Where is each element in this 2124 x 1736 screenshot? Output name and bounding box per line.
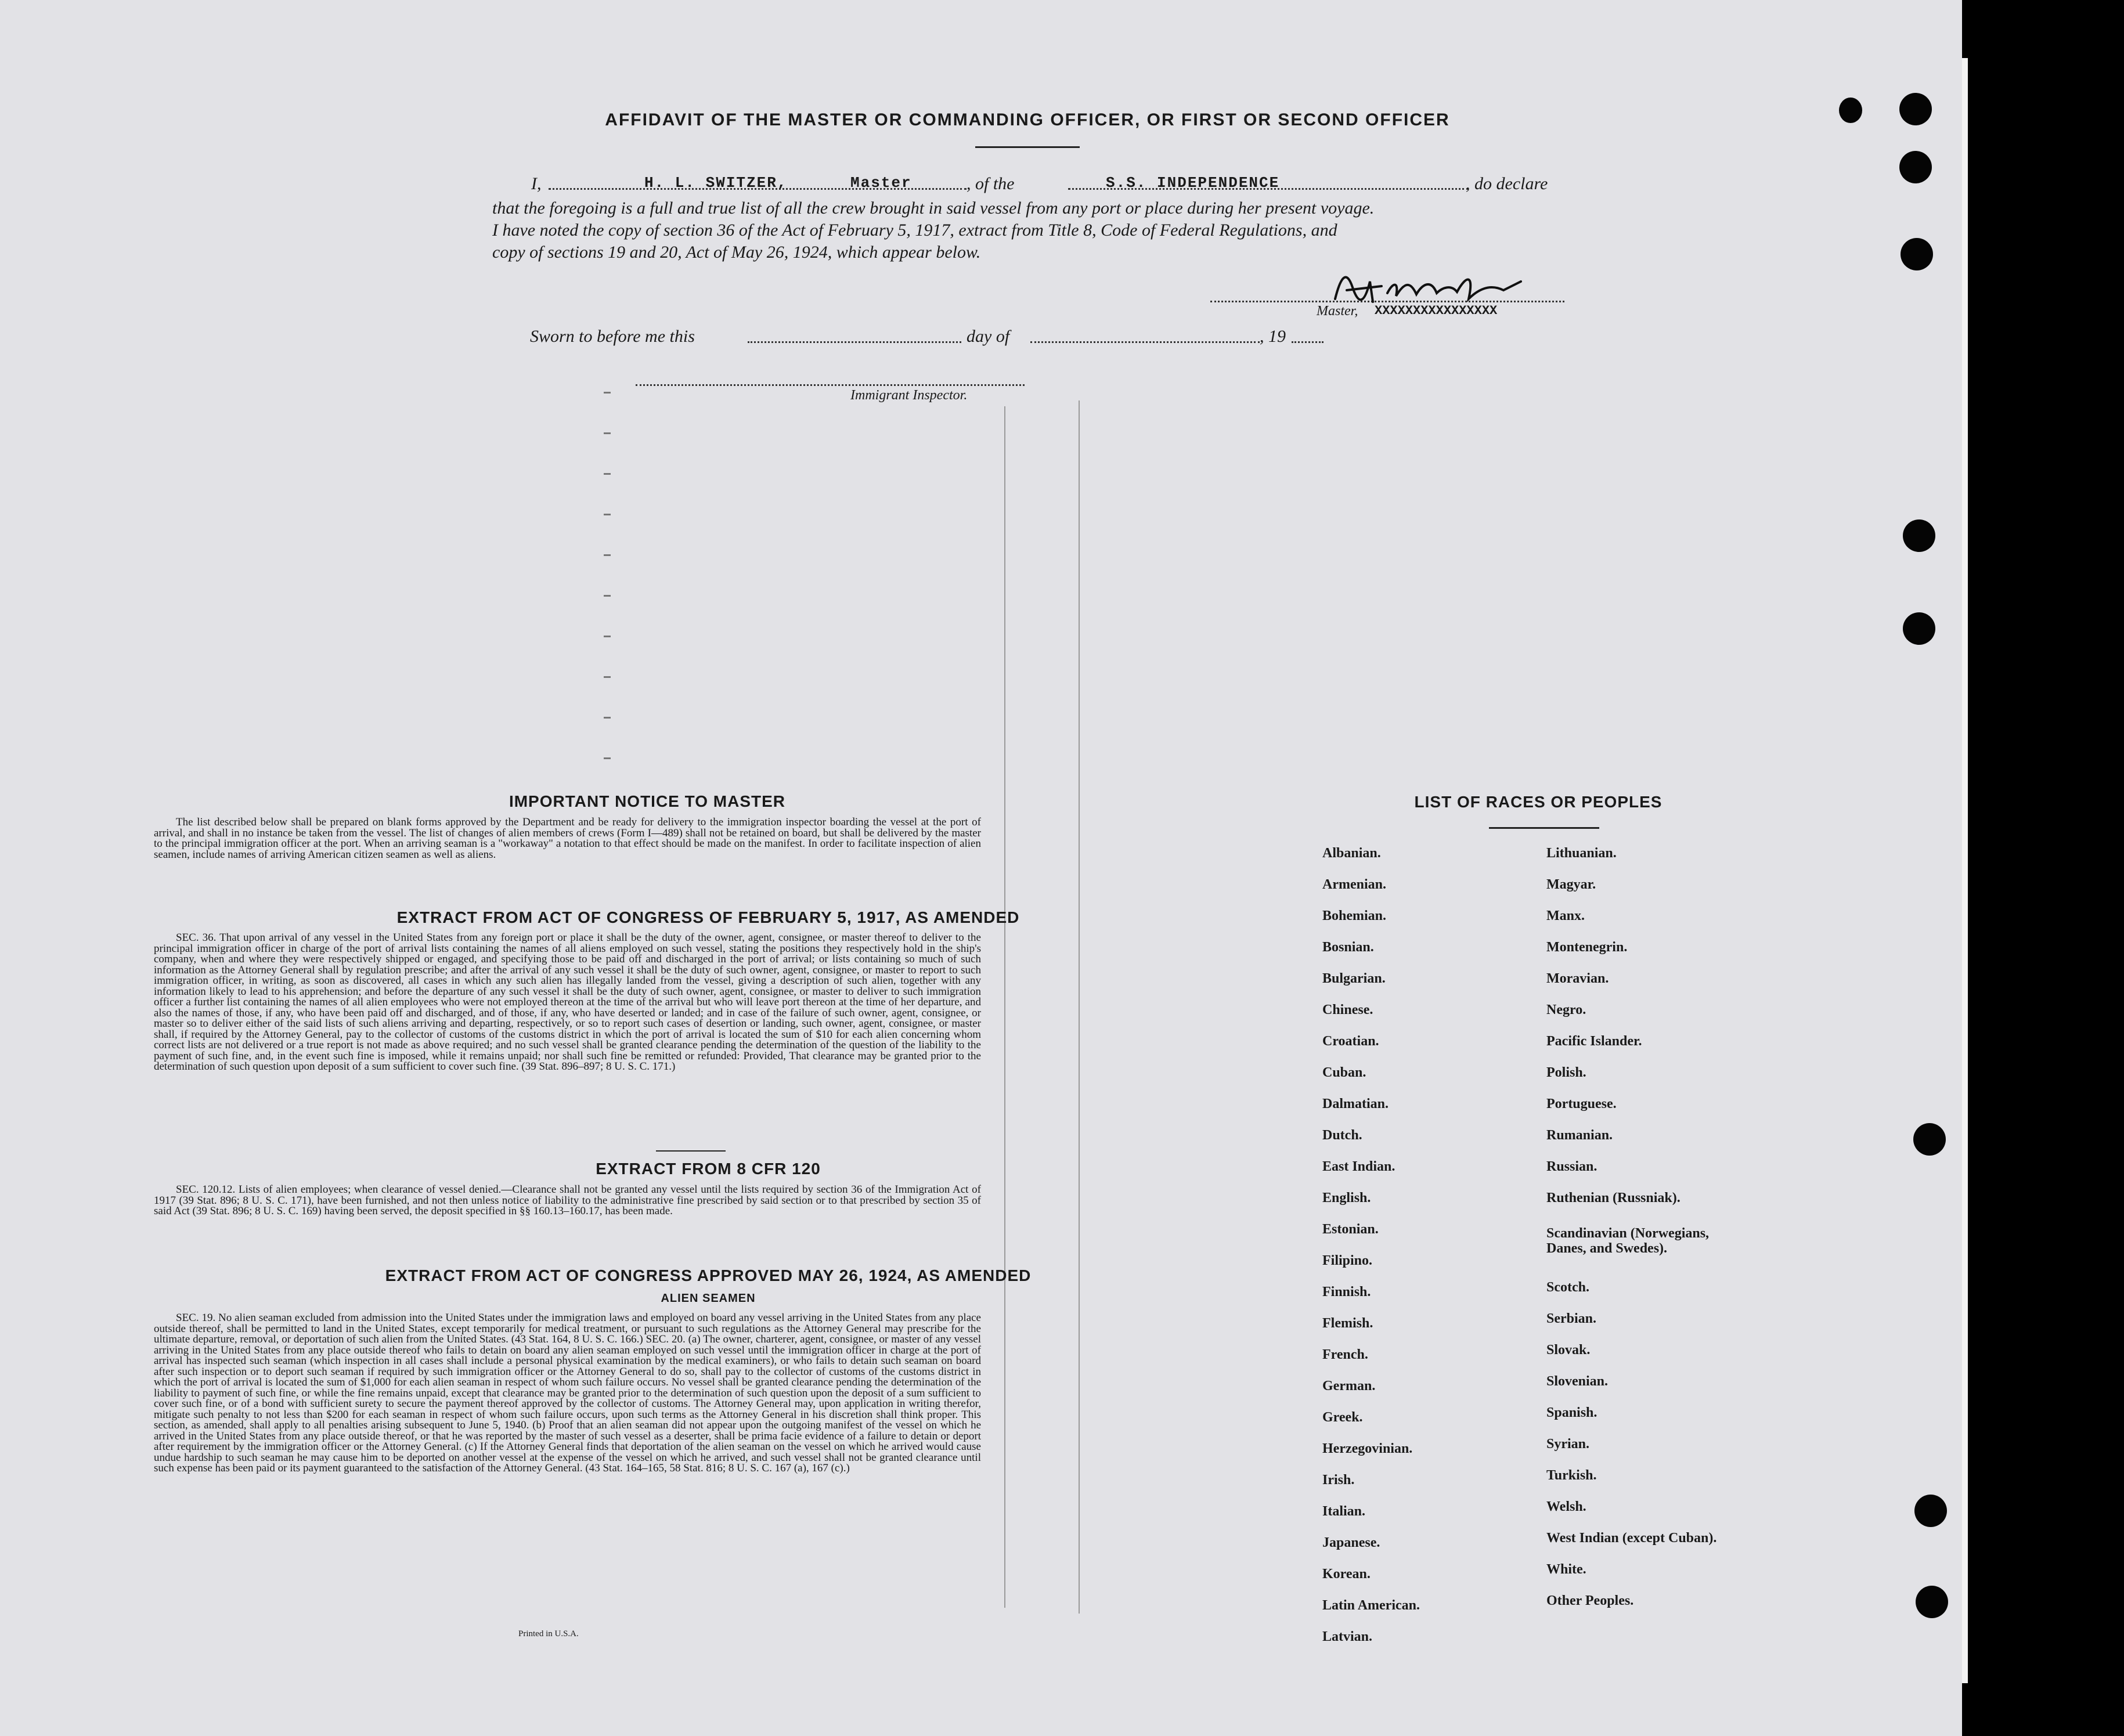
race-right: Scotch. bbox=[1546, 1280, 1589, 1295]
binder-hole-icon bbox=[1901, 238, 1933, 270]
extract-1917-heading: EXTRACT FROM ACT OF CONGRESS OF FEBRUARY 5, 1917, AS AMENDED bbox=[396, 908, 1020, 926]
year-dotted-line bbox=[1292, 341, 1324, 343]
i-label: I, bbox=[531, 174, 542, 193]
race-left: Finnish. bbox=[1322, 1284, 1371, 1300]
extract-1924-text: SEC. 19. No alien seaman excluded from admission into the United States under the immigration laws and employed on board any vessel arriving in the United States from any place outside thereof, shall be permitted to land in the United States, except temporarily for medical treatment, or pursuant to such regulations as the Attorney General may prescribe for the ultimate departure, removal, or deportation of such alien from the United States. (43 Stat. 164, 8 U. S. C. 166.) SEC. 20. (a) The owner, charterer, agent, consignee, or master of any vessel arriving in the United States from any place outside thereof who fails to detain on board any alien seaman employed on such vessel until the immigration officer in charge at the port of arrival has inspected such seaman (which inspection in all cases shall include a personal physical examination by the medical examiners), or who fails to detain such seaman on board after such inspection or to deport such seaman if required by such immigration officer or the Attorney General to do so, shall pay to the collector of customs of the customs district in which the port of arrival is located the sum of $1,000 for each alien seaman in respect of whom such failure occurs. No vessel shall be granted clearance pending the determination of the liability to payment of such fine, or while the fine remains unpaid, except that clearance may be granted prior to the determination of such question upon the deposit of a sum sufficient to cover such fine, or of a bond with sufficient surety to secure the payment thereof approved by the collector of customs. The Attorney General may, upon application in writing therefor, mitigate such penalty to not less than $200 for each seaman in respect of whom such failure occurs, upon such terms as the Attorney General in his discretion shall think proper. This section, as amended, shall apply to all penalties arising subsequent to June 5, 1940. (b) Proof that an alien seaman did not appear upon the outgoing manifest of the vessel on which he arrived in the United States from any place outside thereof, or that he was reported by the master of such vessel as a deserter, shall be prima facie evidence of a failure to detain or deport after requirement by the immigration officer or the Attorney General. (c) If the Attorney General finds that deportation of the alien seaman on the vessel on which he arrived would cause undue hardship to such seaman he may cause him to be deported on another vessel at the expense of the vessel on which he arrived, and such vessel shall not be granted clearance until such expense has been paid or its payment guaranteed to the satisfaction of the Attorney General. (43 Stat. 164–165, 58 Stat. 816; 8 U. S. C. 167 (a), 167 (c).) bbox=[154, 1312, 981, 1474]
race-left: Bohemian. bbox=[1322, 908, 1387, 923]
binder-hole-icon bbox=[1913, 1123, 1946, 1156]
race-right: Rumanian. bbox=[1546, 1128, 1613, 1143]
margin-tick bbox=[604, 432, 611, 434]
race-left: Estonian. bbox=[1322, 1222, 1379, 1237]
extract-1917-text: SEC. 36. That upon arrival of any vessel in the United States from any foreign port or place it shall be the duty of the owner, agent, consignee, or master thereof to deliver to the principal immigration officer in charge of the port of arrival lists containing the names of all aliens employed on such vessel, stating the positions they respectively hold in the ship's company, when and where they were respectively shipped or engaged, and specifying those to be paid off and discharged in the port of arrival; or lists containing so much of such information as the Attorney General shall by regulation prescribe; and after the arrival of any such vessel it shall be the duty of such owner, agent, consignee, or master to report to such immigration officer, in writing, as soon as discovered, all cases in which any such alien has illegally landed from the vessel, giving a description of such alien, together with any information likely to lead to his apprehension; and before the departure of any such vessel it shall be the duty of such owner, agent, consignee, or master to deliver to such immigration officer a further list containing the names of all alien employees who were not employed thereon at the time of the arrival but who will leave port thereon at the time of her departure, and also the names of those, if any, who have been paid off and discharged, and of those, if any, who have deserted or landed; and in case of the failure of such owner, agent, consignee, or master so to deliver either of the said lists of such aliens arriving and departing, respectively, or so to report such cases of desertion or landing, such owner, agent, consignee, or master shall, if required by the Attorney General, pay to the collector of customs of the customs district in which the port of arrival is located the sum of $10 for each alien concerning whom correct lists are not delivered or a true report is not made as above required; and no such vessel shall be granted clearance pending the determination of the question of the liability to the payment of such fine, and, in the event such fine is imposed, while it remains unpaid; nor shall such fine be remitted or refunded: Provided, That clearance may be granted prior to the determination of such question upon deposit of a sum sufficient to cover such fine. (39 Stat. 896–897; 8 U. S. C. 171.) bbox=[154, 932, 981, 1073]
sworn-month-dotted-line bbox=[1030, 341, 1260, 343]
day-of-label: day of bbox=[967, 327, 1010, 346]
column-guide-left bbox=[1004, 406, 1005, 1608]
affidavit-title: AFFIDAVIT OF THE MASTER OR COMMANDING OFFICER, OR FIRST OR SECOND OFFICER bbox=[605, 110, 1450, 129]
section-rule bbox=[656, 1150, 726, 1152]
race-left: Irish. bbox=[1322, 1472, 1355, 1488]
binder-hole-icon bbox=[1899, 93, 1932, 125]
declare-label: , do declare bbox=[1466, 174, 1548, 193]
margin-tick bbox=[604, 473, 611, 475]
race-left: Flemish. bbox=[1322, 1316, 1373, 1331]
column-guide-right bbox=[1079, 400, 1080, 1614]
inspector-dotted-line bbox=[636, 384, 1025, 386]
extract-cfr-heading: EXTRACT FROM 8 CFR 120 bbox=[596, 1160, 821, 1178]
race-left: Bosnian. bbox=[1322, 940, 1374, 955]
master-name: H. L. SWITZER, bbox=[644, 174, 788, 192]
race-right: Welsh. bbox=[1546, 1499, 1586, 1514]
race-left: Latvian. bbox=[1322, 1629, 1373, 1644]
race-left: Cuban. bbox=[1322, 1065, 1366, 1080]
margin-tick bbox=[604, 757, 611, 759]
races-heading: LIST OF RACES OR PEOPLES bbox=[1414, 793, 1663, 811]
binder-hole-icon bbox=[1839, 98, 1862, 123]
race-right: Russian. bbox=[1546, 1159, 1597, 1174]
race-right: Lithuanian. bbox=[1546, 846, 1617, 861]
race-left: Korean. bbox=[1322, 1567, 1371, 1582]
race-left: Latin American. bbox=[1322, 1598, 1420, 1613]
margin-tick bbox=[604, 392, 611, 394]
rank-value: Master bbox=[850, 174, 912, 192]
race-right: Manx. bbox=[1546, 908, 1585, 923]
race-left: Filipino. bbox=[1322, 1253, 1373, 1268]
race-left: Bulgarian. bbox=[1322, 971, 1386, 986]
binder-hole-icon bbox=[1916, 1586, 1948, 1618]
race-left: Herzegovinian. bbox=[1322, 1441, 1413, 1456]
race-right: Magyar. bbox=[1546, 877, 1596, 892]
race-right: Portuguese. bbox=[1546, 1096, 1617, 1111]
race-left: Chinese. bbox=[1322, 1002, 1373, 1017]
race-right: Slovak. bbox=[1546, 1342, 1591, 1358]
race-right: Serbian. bbox=[1546, 1311, 1597, 1326]
vessel-name: S.S. INDEPENDENCE bbox=[1106, 174, 1280, 192]
race-left: Dutch. bbox=[1322, 1128, 1362, 1143]
race-left: Croatian. bbox=[1322, 1034, 1379, 1049]
affidavit-line-3: I have noted the copy of section 36 of the Act of February 5, 1917, extract from Title 8, Code of Federal Regulations, and bbox=[492, 221, 1337, 240]
binder-hole-icon bbox=[1903, 519, 1935, 552]
alien-seamen-subheading: ALIEN SEAMEN bbox=[661, 1292, 756, 1305]
binder-hole-icon bbox=[1899, 151, 1932, 183]
race-right: Negro. bbox=[1546, 1002, 1586, 1017]
notice-text: The list described below shall be prepared on blank forms approved by the Department and be ready for delivery to the immigration inspector boarding the vessel at the port of arrival, and shall in no instance be taken from the vessel. The list of changes of alien members of crews (Form I—489) shall not be retained on board, but shall be delivered by the master to the principal immigration officer at the port. When an arriving seaman is a "workaway" a notation to that effect should be made on the manifest. In order to facilitate inspection of alien seamen, include names of arriving American citizen seamen as well as aliens. bbox=[154, 816, 981, 861]
margin-tick bbox=[604, 636, 611, 637]
race-right: Scandinavian (Norwegians, Danes, and Swedes). bbox=[1546, 1226, 1710, 1256]
margin-tick bbox=[604, 676, 611, 678]
title-rule bbox=[975, 146, 1080, 148]
race-right: Slovenian. bbox=[1546, 1374, 1609, 1389]
race-left: Armenian. bbox=[1322, 877, 1386, 892]
sheet-right-edge bbox=[1962, 58, 1968, 1683]
race-right: Polish. bbox=[1546, 1065, 1586, 1080]
extract-cfr-text: SEC. 120.12. Lists of alien employees; when clearance of vessel denied.—Clearance shall not be granted any vessel until the lists required by section 36 of the Immigration Act of 1917 (39 Stat. 896; 8 U. S. C. 171), have been furnished, and not then unless notice of liability to the administrative fine prescribed by said section or to that prescribed by section 35 of said Act (39 Stat. 896; 8 U. S. C. 169) having been served, the deposit specified in §§ 160.13–160.17, has been made. bbox=[154, 1183, 981, 1217]
race-left: Italian. bbox=[1322, 1504, 1366, 1519]
notice-heading: IMPORTANT NOTICE TO MASTER bbox=[509, 792, 786, 810]
margin-tick bbox=[604, 554, 611, 556]
race-left: East Indian. bbox=[1322, 1159, 1395, 1174]
extract-1924-heading: EXTRACT FROM ACT OF CONGRESS APPROVED MAY 26, 1924, AS AMENDED bbox=[385, 1266, 1032, 1284]
margin-tick bbox=[604, 514, 611, 515]
of-the-label: , of the bbox=[967, 174, 1015, 193]
affidavit-line-4: copy of sections 19 and 20, Act of May 26, 1924, which appear below. bbox=[492, 243, 981, 262]
struck-officer-title: XXXXXXXXXXXXXXXX bbox=[1375, 304, 1498, 318]
margin-tick bbox=[604, 717, 611, 719]
year-label: , 19 bbox=[1260, 327, 1286, 346]
race-right: Moravian. bbox=[1546, 971, 1609, 986]
sworn-label: Sworn to before me this bbox=[530, 327, 695, 346]
race-right: White. bbox=[1546, 1562, 1586, 1577]
binder-hole-icon bbox=[1903, 612, 1935, 645]
races-rule bbox=[1489, 827, 1599, 829]
printed-in-usa: Printed in U.S.A. bbox=[518, 1629, 579, 1638]
race-left: German. bbox=[1322, 1378, 1376, 1394]
race-left: Albanian. bbox=[1322, 846, 1381, 861]
margin-tick bbox=[604, 595, 611, 597]
race-right: Turkish. bbox=[1546, 1468, 1597, 1483]
race-left: Dalmatian. bbox=[1322, 1096, 1389, 1111]
race-right: Montenegrin. bbox=[1546, 940, 1628, 955]
affidavit-line-2: that the foregoing is a full and true list of all the crew brought in said vessel from any port or place during her present voyage. bbox=[492, 198, 1375, 218]
race-left: English. bbox=[1322, 1190, 1371, 1206]
race-right: Spanish. bbox=[1546, 1405, 1597, 1420]
binder-hole-icon bbox=[1914, 1495, 1947, 1527]
race-right: Pacific Islander. bbox=[1546, 1034, 1642, 1049]
race-left: Greek. bbox=[1322, 1410, 1363, 1425]
sworn-day-dotted-line bbox=[748, 341, 961, 343]
race-left: Japanese. bbox=[1322, 1535, 1380, 1550]
race-right: Other Peoples. bbox=[1546, 1593, 1634, 1608]
inspector-label: Immigrant Inspector. bbox=[850, 388, 968, 403]
race-right: West Indian (except Cuban). bbox=[1546, 1531, 1717, 1546]
race-right: Syrian. bbox=[1546, 1437, 1590, 1452]
race-right: Ruthenian (Russniak). bbox=[1546, 1190, 1681, 1206]
master-caption: Master, bbox=[1317, 304, 1358, 319]
race-left: French. bbox=[1322, 1347, 1368, 1362]
